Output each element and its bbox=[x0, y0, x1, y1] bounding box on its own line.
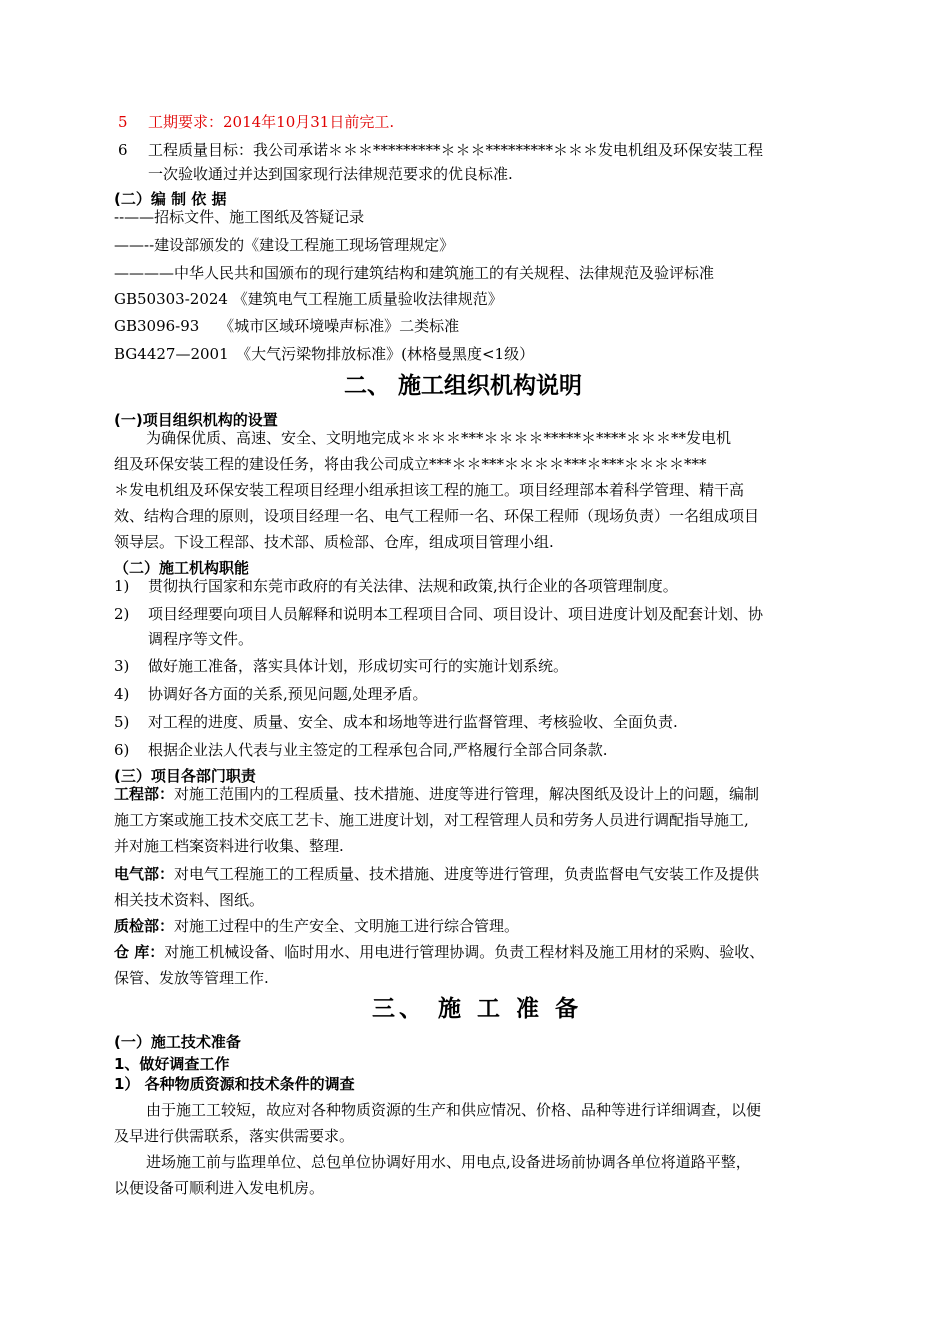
dept-text: 保管、发放等管理工作. bbox=[114, 969, 269, 987]
paragraph-line: ＊发电机组及环保安装工程项目经理小组承担该工程的施工。项目经理部本着科学管理、精干高 bbox=[114, 481, 745, 499]
dept-text: 对电气工程施工的工程质量、技术措施、进度等进行管理，负责监督电气安装工作及提供 bbox=[174, 865, 760, 883]
paragraph-line: 为确保优质、高速、安全、文明地完成＊＊＊＊***＊＊＊＊*****＊****＊＊＊**发电机 bbox=[146, 429, 732, 447]
duty-number: 3) bbox=[114, 657, 130, 675]
paragraph-line: 效、结构合理的原则，设项目经理一名、电气工程师一名、环保工程师（现场负责）一名组成项目 bbox=[114, 507, 760, 525]
dept-text: 对施工范围内的工程质量、技术措施、进度等进行管理，解决图纸及设计上的问题，编制 bbox=[174, 785, 760, 803]
duty-text-continued: 调程序等文件。 bbox=[148, 630, 254, 648]
section-title: 二、 施工组织机构说明 bbox=[344, 373, 583, 399]
dept-label: 电气部： bbox=[114, 865, 175, 883]
item-text: 工程质量目标：我公司承诺＊＊＊*********＊＊＊*********＊＊＊发电机组及环保安装工程 bbox=[148, 141, 764, 159]
duty-text: 对工程的进度、质量、安全、成本和场地等进行监督管理、考核验收、全面负责. bbox=[148, 713, 678, 731]
item-number: 6 bbox=[118, 141, 128, 159]
dept-label: 仓 库： bbox=[114, 943, 165, 961]
dept-engineering-line bbox=[114, 783, 759, 805]
subsection-heading: 1） 各种物质资源和技术条件的调查 bbox=[114, 1075, 355, 1093]
subsection-heading: (一)项目组织机构的设置 bbox=[114, 411, 278, 429]
basis-line: GB50303-2024 《建筑电气工程施工质量验收法律规范》 bbox=[114, 290, 503, 308]
item-text-continued: 一次验收通过并达到国家现行法律规范要求的优良标准. bbox=[148, 165, 513, 183]
duty-number: 1) bbox=[114, 577, 130, 595]
duty-text: 根据企业法人代表与业主签定的工程承包合同,严格履行全部合同条款. bbox=[148, 741, 608, 759]
dept-text: 并对施工档案资料进行收集、整理. bbox=[114, 837, 344, 855]
paragraph-line: 及早进行供需联系，落实供需要求。 bbox=[114, 1127, 355, 1145]
basis-line: GB3096-93 《城市区域环境噪声标准》二类标准 bbox=[114, 317, 460, 335]
paragraph-line: 进场施工前与监理单位、总包单位协调好用水、用电点,设备进场前协调各单位将道路平整， bbox=[146, 1153, 751, 1171]
subsection-heading: 1、做好调查工作 bbox=[114, 1055, 230, 1073]
paragraph-line: 由于施工工较短，故应对各种物质资源的生产和供应情况、价格、品种等进行详细调查，以便 bbox=[146, 1101, 762, 1119]
paragraph-line: 领导层。下设工程部、技术部、质检部、仓库，组成项目管理小组. bbox=[114, 533, 554, 551]
paragraph-line: 组及环保安装工程的建设任务，将由我公司成立***＊＊***＊＊＊＊***＊***＊＊＊＊*** bbox=[114, 455, 707, 473]
dept-qc-line bbox=[114, 915, 519, 937]
item-text: 工期要求：2014年10月31日前完工. bbox=[148, 113, 395, 131]
paragraph-line: 以便设备可顺利进入发电机房。 bbox=[114, 1179, 325, 1197]
dept-label: 质检部： bbox=[114, 917, 175, 935]
duty-text: 协调好各方面的关系,预见问题,处理矛盾。 bbox=[148, 685, 428, 703]
duty-number: 2) bbox=[114, 605, 130, 623]
dept-text: 施工方案或施工技术交底工艺卡、施工进度计划，对工程管理人员和劳务人员进行调配指导施工, bbox=[114, 811, 749, 829]
dept-text: 相关技术资料、图纸。 bbox=[114, 891, 265, 909]
section-title: 三、 施 工 准 备 bbox=[372, 996, 583, 1022]
duty-number: 4) bbox=[114, 685, 130, 703]
dept-text: 对施工过程中的生产安全、文明施工进行综合管理。 bbox=[174, 917, 520, 935]
subsection-heading: (三）项目各部门职责 bbox=[114, 767, 256, 785]
duty-number: 5) bbox=[114, 713, 130, 731]
duty-number: 6) bbox=[114, 741, 130, 759]
dept-text: 对施工机械设备、临时用水、用电进行管理协调。负责工程材料及施工用材的采购、验收、 bbox=[164, 943, 765, 961]
duty-text: 做好施工准备，落实具体计划，形成切实可行的实施计划系统。 bbox=[148, 657, 569, 675]
duty-text: 贯彻执行国家和东莞市政府的有关法律、法规和政策,执行企业的各项管理制度。 bbox=[148, 577, 678, 595]
subsection-heading: （二）施工机构职能 bbox=[114, 559, 250, 577]
basis-line: BG4427—2001 《大气污梁物排放标准》(林格曼黑度<1级） bbox=[114, 345, 535, 363]
basis-line: --——招标文件、施工图纸及答疑记录 bbox=[114, 208, 365, 226]
dept-warehouse-line bbox=[114, 941, 764, 963]
subsection-heading: (一）施工技术准备 bbox=[114, 1033, 241, 1051]
basis-line: ————中华人民共和国颁布的现行建筑结构和建筑施工的有关规程、法律规范及验评标准 bbox=[114, 264, 715, 282]
basis-line: ——--建设部颁发的《建设工程施工现场管理规定》 bbox=[114, 236, 455, 254]
dept-label: 工程部： bbox=[114, 785, 175, 803]
duty-text: 项目经理要向项目人员解释和说明本工程项目合同、项目设计、项目进度计划及配套计划、协 bbox=[148, 605, 764, 623]
item-number: 5 bbox=[118, 113, 128, 131]
dept-electrical-line bbox=[114, 863, 759, 885]
basis-heading: (二）编 制 依 据 bbox=[114, 190, 227, 208]
